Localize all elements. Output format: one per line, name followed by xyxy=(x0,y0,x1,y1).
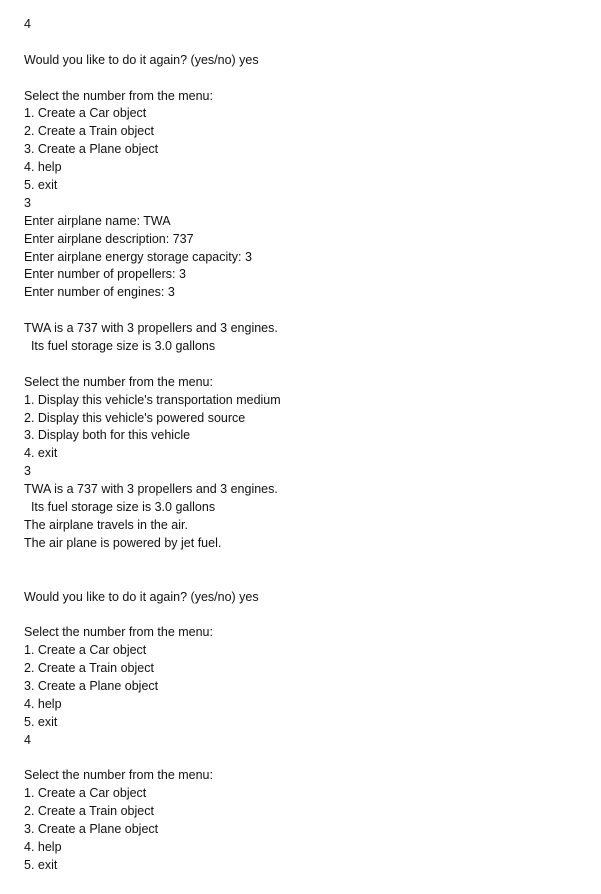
menu-option-line: 3. Create a Plane object xyxy=(24,678,159,693)
menu-option-line: 5. exit xyxy=(24,857,58,872)
output-line: TWA is a 737 with 3 propellers and 3 engines. xyxy=(24,482,278,497)
user-input-line: 3 xyxy=(24,195,31,210)
menu-option-line: 2. Create a Train object xyxy=(24,804,154,819)
user-input-line: 3 xyxy=(24,464,31,479)
menu-option-line: 2. Create a Train object xyxy=(24,124,154,139)
blank-line xyxy=(24,571,594,589)
menu-option-line: 1. Create a Car object xyxy=(24,786,147,801)
output-line: Select the number from the menu: xyxy=(24,88,213,103)
output-line: TWA is a 737 with 3 propellers and 3 engines. xyxy=(24,321,278,336)
output-line: Select the number from the menu: xyxy=(24,374,213,389)
prompt-line: Enter airplane name: TWA xyxy=(24,213,171,228)
blank-line xyxy=(24,356,594,374)
user-input-line: 4 xyxy=(24,732,31,747)
menu-option-line: 2. Create a Train object xyxy=(24,661,154,676)
menu-option-line: 4. help xyxy=(24,696,62,711)
prompt-line: Enter airplane energy storage capacity: 3 xyxy=(24,249,252,264)
output-line: Select the number from the menu: xyxy=(24,768,213,783)
output-line: Would you like to do it again? (yes/no) yes xyxy=(24,589,259,604)
prompt-line: Enter number of engines: 3 xyxy=(24,285,175,300)
menu-option-line: 4. help xyxy=(24,839,62,854)
blank-line xyxy=(24,302,594,320)
menu-option-line: 4. help xyxy=(24,160,62,175)
menu-option-line: 3. Create a Plane object xyxy=(24,822,159,837)
output-line: The airplane travels in the air. xyxy=(24,517,188,532)
blank-line xyxy=(24,750,594,768)
menu-option-line: 5. exit xyxy=(24,178,58,193)
menu-option-line: 3. Display both for this vehicle xyxy=(24,428,191,443)
menu-option-line: 2. Display this vehicle's powered source xyxy=(24,410,246,425)
console-output-document xyxy=(24,16,594,875)
menu-option-line: 1. Create a Car object xyxy=(24,106,147,121)
output-line: The air plane is powered by jet fuel. xyxy=(24,535,222,550)
menu-option-line: 5. exit xyxy=(24,714,58,729)
menu-option-line: 4. exit xyxy=(24,446,58,461)
menu-option-line: 1. Create a Car object xyxy=(24,643,147,658)
prompt-line: Enter airplane description: 737 xyxy=(24,231,194,246)
output-line: 4 xyxy=(24,17,31,31)
output-line: Its fuel storage size is 3.0 gallons xyxy=(24,339,216,354)
blank-line xyxy=(24,70,594,88)
menu-option-line: 1. Display this vehicle's transportation medium xyxy=(24,392,281,407)
output-line: Would you like to do it again? (yes/no) yes xyxy=(24,52,259,67)
menu-option-line: 3. Create a Plane object xyxy=(24,142,159,157)
blank-line xyxy=(24,34,594,52)
output-line: Its fuel storage size is 3.0 gallons xyxy=(24,500,216,515)
blank-line xyxy=(24,553,594,571)
blank-line xyxy=(24,606,594,624)
output-line: Select the number from the menu: xyxy=(24,625,213,640)
prompt-line: Enter number of propellers: 3 xyxy=(24,267,186,282)
